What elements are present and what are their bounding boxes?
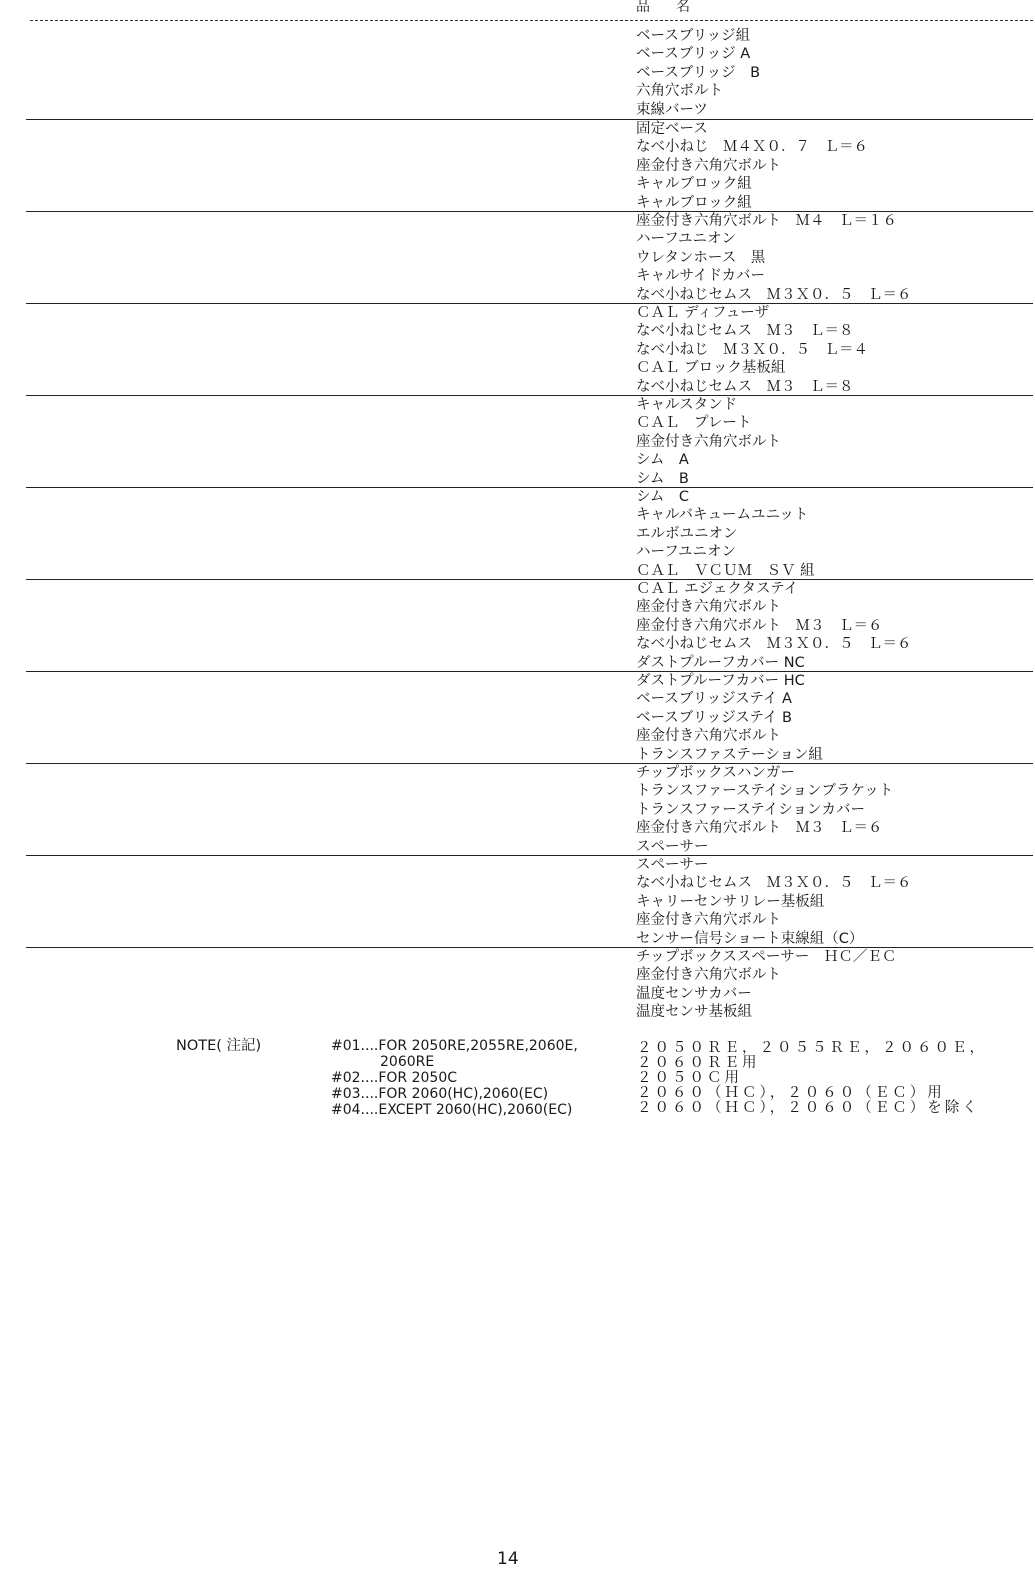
page-number: 14 xyxy=(497,1549,519,1569)
part-name: なべ小ねじセムス Ｍ３Ｘ０．５ Ｌ＝６ xyxy=(636,875,912,892)
part-name: ＣＡＬ プレート xyxy=(636,415,752,432)
part-name: 座金付き六角穴ボルト xyxy=(636,912,781,929)
part-name: トランスファーステイションカバー xyxy=(636,801,865,818)
part-name: ＣＡＬ ＶＣＵＭ ＳＶ 組 xyxy=(636,562,815,579)
part-name: 座金付き六角穴ボルト xyxy=(636,967,781,984)
parts-group xyxy=(26,671,1033,764)
note-code-04: #04....EXCEPT 2060(HC),2060(EC) xyxy=(331,1102,573,1118)
part-name: スペーサー xyxy=(636,838,709,855)
part-name: ＣＡＬ ディフューザ xyxy=(636,305,770,321)
parts-group xyxy=(26,211,1033,304)
part-name: ベースブリッジ組 xyxy=(636,28,751,44)
part-name: ベースブリッジステイ B xyxy=(636,709,792,726)
parts-group xyxy=(26,579,1033,672)
part-name: チップボックススペーサー ＨＣ／ＥＣ xyxy=(636,949,897,965)
parts-group xyxy=(26,119,1033,212)
part-name: トランスファステーション組 xyxy=(636,746,823,763)
part-name: チップボックスハンガー xyxy=(636,765,795,781)
part-name: ベースブリッジステイ A xyxy=(636,691,792,708)
part-name: ベースブリッジ B xyxy=(636,64,761,81)
part-name: なべ小ねじ Ｍ４Ｘ０．７ Ｌ＝６ xyxy=(636,139,868,156)
part-name: ダストプルーフカバー NC xyxy=(636,654,805,671)
part-name: キャルブロック組 xyxy=(636,194,752,211)
part-name: シム B xyxy=(636,470,689,487)
part-name: ベースブリッジ A xyxy=(636,46,751,63)
part-name: スペーサー xyxy=(636,857,709,873)
part-name: なべ小ねじセムス Ｍ３ Ｌ＝８ xyxy=(636,323,854,340)
parts-group xyxy=(26,303,1033,396)
part-name: シム A xyxy=(636,452,689,469)
parts-group xyxy=(26,763,1033,856)
parts-group xyxy=(26,947,1033,1022)
part-name: ハーフユニオン xyxy=(636,544,737,561)
part-name: キャルバキュームユニット xyxy=(636,507,809,524)
note-jp-03: ２０６０（ＨＣ），２０６０（ＥＣ）用 xyxy=(637,1085,945,1101)
parts-group xyxy=(26,487,1033,580)
part-name: 座金付き六角穴ボルト xyxy=(636,599,781,616)
part-name: ＣＡＬ エジェクタステイ xyxy=(636,581,799,597)
part-name: なべ小ねじセムス Ｍ３Ｘ０．５ Ｌ＝６ xyxy=(636,636,912,653)
note-jp-01-cont: ２０６０ＲＥ用 xyxy=(637,1055,760,1071)
note-jp-01: ２０５０ＲＥ，２０５５ＲＥ，２０６０Ｅ， xyxy=(637,1040,987,1056)
part-name: 束線バーツ xyxy=(636,101,708,118)
parts-group xyxy=(26,395,1033,488)
note-code-02: #02....FOR 2050C xyxy=(331,1070,457,1086)
note-code-01-cont: 2060RE xyxy=(380,1054,435,1070)
part-name: なべ小ねじセムス Ｍ３Ｘ０．５ Ｌ＝６ xyxy=(636,286,912,303)
part-name: トランスファーステイションブラケット xyxy=(636,783,894,800)
part-name: 座金付き六角穴ボルト xyxy=(636,433,781,450)
part-name: なべ小ねじ Ｍ３Ｘ０．５ Ｌ＝４ xyxy=(636,341,868,358)
part-name: エルボユニオン xyxy=(636,525,738,542)
parts-group xyxy=(26,855,1033,948)
part-name: キャルサイドカバー xyxy=(636,268,766,285)
part-name: 座金付き六角穴ボルト xyxy=(636,157,781,174)
part-name: ウレタンホース 黒 xyxy=(636,249,766,266)
part-name: 座金付き六角穴ボルト Ｍ４ Ｌ＝１６ xyxy=(636,213,897,229)
note-label: NOTE( 注記) xyxy=(176,1038,262,1054)
part-name: 座金付き六角穴ボルト Ｍ３ Ｌ＝６ xyxy=(636,820,883,837)
part-name: 温度センサカバー xyxy=(636,985,752,1002)
part-name: ハーフユニオン xyxy=(636,231,737,248)
part-name: ＣＡＬ ブロック基板組 xyxy=(636,360,786,377)
part-name: 座金付き六角穴ボルト xyxy=(636,728,781,745)
part-name: 温度センサ基板組 xyxy=(636,1004,752,1021)
note-code-01: #01....FOR 2050RE,2055RE,2060E, xyxy=(331,1038,578,1054)
part-name: 座金付き六角穴ボルト Ｍ３ Ｌ＝６ xyxy=(636,617,883,634)
part-name: センサー信号ショート束線組（C） xyxy=(636,930,864,947)
part-name: 固定ベース xyxy=(636,121,708,137)
note-jp-04: ２０６０（ＨＣ），２０６０（ＥＣ）を除く xyxy=(637,1100,980,1116)
part-name: 六角穴ボルト xyxy=(636,83,723,100)
column-title: 品 名 xyxy=(636,0,696,15)
note-code-03: #03....FOR 2060(HC),2060(EC) xyxy=(331,1086,549,1102)
parts-group xyxy=(26,29,1033,121)
part-name: キャリーセンサリレー基板組 xyxy=(636,893,825,910)
part-name: シム C xyxy=(636,489,690,505)
part-name: ダストプルーフカバー HC xyxy=(636,673,805,689)
part-name: なべ小ねじセムス Ｍ３ Ｌ＝８ xyxy=(636,378,854,395)
note-jp-02: ２０５０Ｃ用 xyxy=(637,1070,742,1086)
part-name: キャルスタンド xyxy=(636,397,738,413)
part-name: キャルブロック組 xyxy=(636,176,752,193)
header-dashed-divider xyxy=(30,20,1033,21)
